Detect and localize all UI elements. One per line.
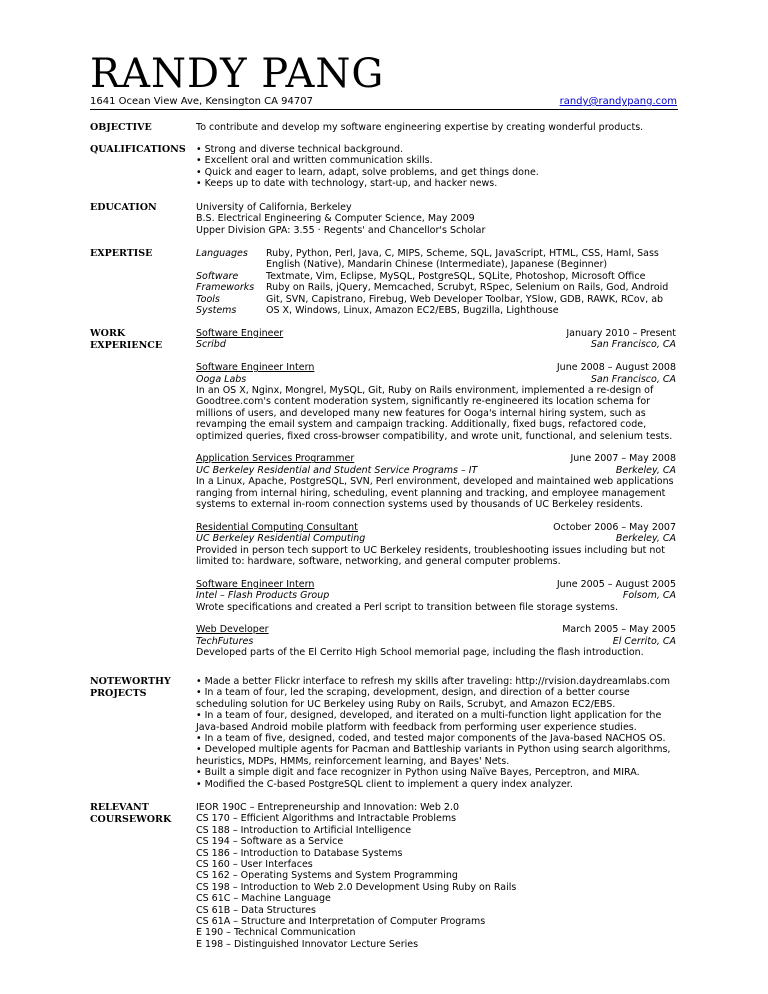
section-title-expertise: EXPERTISE — [90, 248, 153, 259]
job-location: San Francisco, CA — [590, 373, 676, 385]
job-location: El Cerrito, CA — [612, 635, 676, 647]
job-org: Intel – Flash Products Group — [196, 590, 330, 602]
list-item: • In a team of four, led the scraping, development, design, and direction of a better course scheduling solution for UC Berkeley using Ruby on Rails, Scrubyt, and Amazon EC2/EBS. — [196, 687, 630, 710]
section-title-line: WORK — [90, 328, 126, 339]
job-title: Software Engineer Intern — [196, 578, 315, 590]
list-item: CS 194 – Software as a Service — [196, 836, 344, 848]
expertise-label: Tools — [196, 293, 220, 305]
section-title-objective: OBJECTIVE — [90, 122, 152, 133]
expertise-label: Languages — [196, 248, 248, 259]
list-item: • In a team of four, designed, developed, and iterated on a multi-function light application for the Java-based Android mobile platform with feedback from performing user experience studies. — [196, 710, 662, 733]
expertise-row — [196, 248, 676, 271]
list-item: CS 61C – Machine Language — [196, 893, 331, 905]
education-line: B.S. Electrical Engineering & Computer Science, May 2009 — [196, 213, 475, 225]
job-dates: October 2006 – May 2007 — [553, 521, 676, 533]
list-item: • Built a simple digit and face recognizer in Python using Naïve Bayes, Perceptron, and MIRA. — [196, 767, 640, 779]
expertise-value: Textmate, Vim, Eclipse, MySQL, PostgreSQL, SQLite, Photoshop, Microsoft Office — [266, 270, 646, 282]
job-description: In an OS X, Nginx, Mongrel, MySQL, Git, Ruby on Rails environment, implemented a re-design of Goodtree.com's content moderation system, significantly re-engineered its location schema for millions of users, and developed many new features for Ooga's internal hiring system, such as revamping the email system and campaign tracking. Additionally, fixed bugs, refactored code, optimized queries, fixed cross-browser compatibility, and wrote unit, functional, and selenium tests. — [196, 384, 673, 442]
education-block — [196, 202, 676, 236]
expertise-row — [196, 282, 676, 293]
list-item: CS 170 – Efficient Algorithms and Intractable Problems — [196, 813, 457, 825]
list-item: CS 61A – Structure and Interpretation of Computer Programs — [196, 915, 486, 927]
job-org: TechFutures — [196, 635, 254, 647]
list-item: • Strong and diverse technical background. — [196, 144, 404, 155]
section-title-line: PROJECTS — [90, 688, 147, 699]
list-item: E 190 – Technical Communication — [196, 927, 356, 939]
job-description: In a Linux, Apache, PostgreSQL, SVN, Perl environment, developed and maintained web applications ranging from internal hiring, scheduling, event planning and tracking, and employee management systems to external in-room connection systems used by thousands of UC Berkeley residents. — [196, 476, 674, 510]
list-item: CS 198 – Introduction to Web 2.0 Development Using Ruby on Rails — [196, 881, 517, 893]
address: 1641 Ocean View Ave, Kensington CA 94707 — [90, 96, 313, 107]
expertise-block — [196, 248, 676, 316]
section-title-line: COURSEWORK — [90, 814, 172, 825]
job-entry — [196, 453, 676, 510]
expertise-value: OS X, Windows, Linux, Amazon EC2/EBS, Bugzilla, Lighthouse — [266, 305, 559, 317]
job-title: Software Engineer Intern — [196, 362, 315, 374]
job-location: San Francisco, CA — [590, 339, 676, 351]
expertise-value: Ruby on Rails, jQuery, Memcached, Scrubyt, RSpec, Selenium on Rails, God, Android — [266, 282, 669, 294]
job-description: Wrote specifications and created a Perl script to transition between file storage systems. — [196, 601, 619, 613]
job-dates: June 2007 – May 2008 — [570, 453, 676, 465]
expertise-label: Frameworks — [196, 282, 255, 294]
job-title: Web Developer — [196, 624, 269, 636]
coursework-list — [196, 802, 676, 950]
list-item: CS 160 – User Interfaces — [196, 858, 313, 870]
job-description: Developed parts of the El Cerrito High School memorial page, including the flash introduction. — [196, 647, 644, 659]
list-item: IEOR 190C – Entrepreneurship and Innovation: Web 2.0 — [196, 802, 460, 813]
job-dates: June 2005 – August 2005 — [556, 578, 676, 590]
education-line: Upper Division GPA: 3.55 · Regents' and Chancellor's Scholar — [196, 224, 486, 236]
job-entry — [196, 328, 676, 351]
job-entry — [196, 362, 676, 442]
list-item: CS 61B – Data Structures — [196, 904, 316, 916]
list-item: CS 162 – Operating Systems and System Programming — [196, 870, 458, 882]
expertise-row — [196, 305, 676, 316]
expertise-value: Git, SVN, Capistrano, Firebug, Web Developer Toolbar, YSlow, GDB, RAWK, RCov, ab — [266, 293, 664, 305]
list-item: • Excellent oral and written communication skills. — [196, 155, 433, 167]
job-dates: January 2010 – Present — [566, 328, 676, 339]
job-dates: June 2008 – August 2008 — [556, 362, 676, 374]
projects-list — [196, 676, 676, 790]
objective-text — [196, 122, 676, 133]
job-entry — [196, 522, 676, 568]
expertise-value: Ruby, Python, Perl, Java, C, MIPS, Scheme, SQL, JavaScript, HTML, CSS, Haml, Sass English (Native), Mandarin Chinese (Intermediate), Japanese (Beginner) — [266, 248, 659, 271]
job-description: Provided in person tech support to UC Berkeley residents, troubleshooting issues including but not limited to: hardware, software, networking, and general computer problems. — [196, 544, 665, 567]
job-org: Ooga Labs — [196, 373, 247, 385]
section-title-projects — [90, 676, 171, 700]
list-item: • Modified the C-based PostgreSQL client to implement a query index analyzer. — [196, 778, 573, 790]
expertise-label: Systems — [196, 305, 237, 317]
expertise-row — [196, 294, 676, 305]
job-location: Berkeley, CA — [615, 533, 676, 545]
list-item: CS 186 – Introduction to Database Systems — [196, 847, 403, 859]
education-line: University of California, Berkeley — [196, 202, 352, 213]
objective-line: To contribute and develop my software engineering expertise by creating wonderful products. — [196, 122, 644, 133]
section-title-line: NOTEWORTHY — [90, 676, 171, 687]
resume-name: RANDY PANG — [90, 51, 385, 97]
list-item: CS 188 – Introduction to Artificial Intelligence — [196, 824, 412, 836]
job-org: UC Berkeley Residential Computing — [196, 533, 366, 545]
list-item: • Developed multiple agents for Pacman and Battleship variants in Python using search algorithms, heuristics, MDPs, HMMs, reinforcement learning, and Bayes' Nets. — [196, 744, 671, 767]
work-experience-block — [196, 328, 676, 670]
email-link[interactable]: randy@randypang.com — [559, 96, 677, 107]
list-item: E 198 – Distinguished Innovator Lecture Series — [196, 938, 419, 950]
section-title-line: EXPERIENCE — [90, 340, 163, 351]
list-item: • In a team of five, designed, coded, and tested major components of the Java-based NACHOS OS. — [196, 733, 666, 745]
section-title-line: RELEVANT — [90, 802, 149, 813]
job-entry — [196, 579, 676, 613]
section-title-education: EDUCATION — [90, 202, 157, 213]
list-item: • Made a better Flickr interface to refresh my skills after traveling: http://rvision.daydreamlabs.com — [196, 676, 671, 687]
section-title-work — [90, 328, 162, 352]
section-title-coursework — [90, 802, 171, 826]
job-org: Scribd — [196, 339, 226, 351]
section-title-qualifications: QUALIFICATIONS — [90, 144, 186, 155]
job-title: Residential Computing Consultant — [196, 521, 358, 533]
job-org: UC Berkeley Residential and Student Service Programs – IT — [196, 464, 478, 476]
job-dates: March 2005 – May 2005 — [562, 624, 676, 636]
list-item: • Quick and eager to learn, adapt, solve problems, and get things done. — [196, 166, 539, 178]
expertise-row — [196, 271, 676, 282]
qualifications-list — [196, 144, 676, 190]
job-entry — [196, 624, 676, 658]
job-title: Application Services Programmer — [196, 453, 355, 465]
job-location: Folsom, CA — [622, 590, 676, 602]
job-title: Software Engineer — [196, 328, 284, 339]
job-location: Berkeley, CA — [615, 464, 676, 476]
list-item: • Keeps up to date with technology, start-up, and hacker news. — [196, 178, 498, 190]
expertise-label: Software — [196, 270, 239, 282]
header-divider — [90, 109, 678, 110]
